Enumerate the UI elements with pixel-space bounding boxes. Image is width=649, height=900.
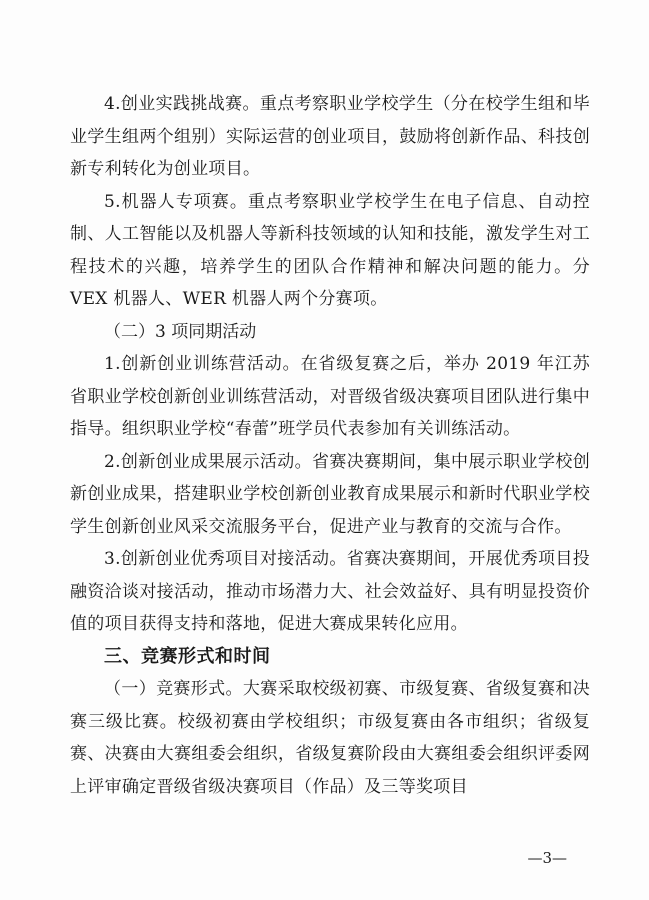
activity-2-achievement-exhibition: 2.创新创业成果展示活动。省赛决赛期间，集中展示职业学校创新创业成果，搭建职业学校创新创业教育成果展示和新时代职业学校学生创新创业风采交流服务平台，促进产业与教育的交流与合作。 — [70, 451, 590, 537]
competition-format: （一）竞赛形式。大赛采取校级初赛、市级复赛、省级复赛和决赛三级比赛。校级初赛由学校组织；市级复赛由各市组织；省级复赛、决赛由大赛组委会组织，省级复赛阶段由大赛组委会组织评委网上评审确定晋级省级决赛项目（作品）及三等奖项目 — [70, 679, 590, 797]
document-body — [70, 88, 590, 803]
subheading-concurrent-activities: （二）3 项同期活动 — [104, 321, 257, 342]
activity-3-project-matching: 3.创新创业优秀项目对接活动。省赛决赛期间，开展优秀项目投融资洽谈对接活动，推动市场潜力大、社会效益好、具有明显投资价值的项目获得支持和落地，促进大赛成果转化应用。 — [70, 549, 590, 634]
activity-1-training-camp: 1.创新创业训练营活动。在省级复赛之后，举办 2019 年江苏省职业学校创新创业训练营活动，对晋级省级决赛项目团队进行集中指导。组织职业学校“春蕾”班学员代表参加有关训练活动。 — [70, 354, 590, 439]
item-4-practice-challenge: 4.创业实践挑战赛。重点考察职业学校学生（分在校学生组和毕业学生组两个组别）实际运营的创业项目，鼓励将创新作品、科技创新专利转化为创业项目。 — [70, 94, 590, 179]
item-5-robot-contest: 5.机器人专项赛。重点考察职业学校学生在电子信息、自动控制、人工智能以及机器人等新科技领域的认知和技能，激发学生对工程技术的兴趣，培养学生的团队合作精神和解决问题的能力。分 VEX 机器人、WER 机器人两个分赛项。 — [70, 191, 590, 309]
page-number: —3— — [527, 849, 567, 867]
section-heading-format-and-time: 三、竞赛形式和时间 — [104, 645, 271, 667]
